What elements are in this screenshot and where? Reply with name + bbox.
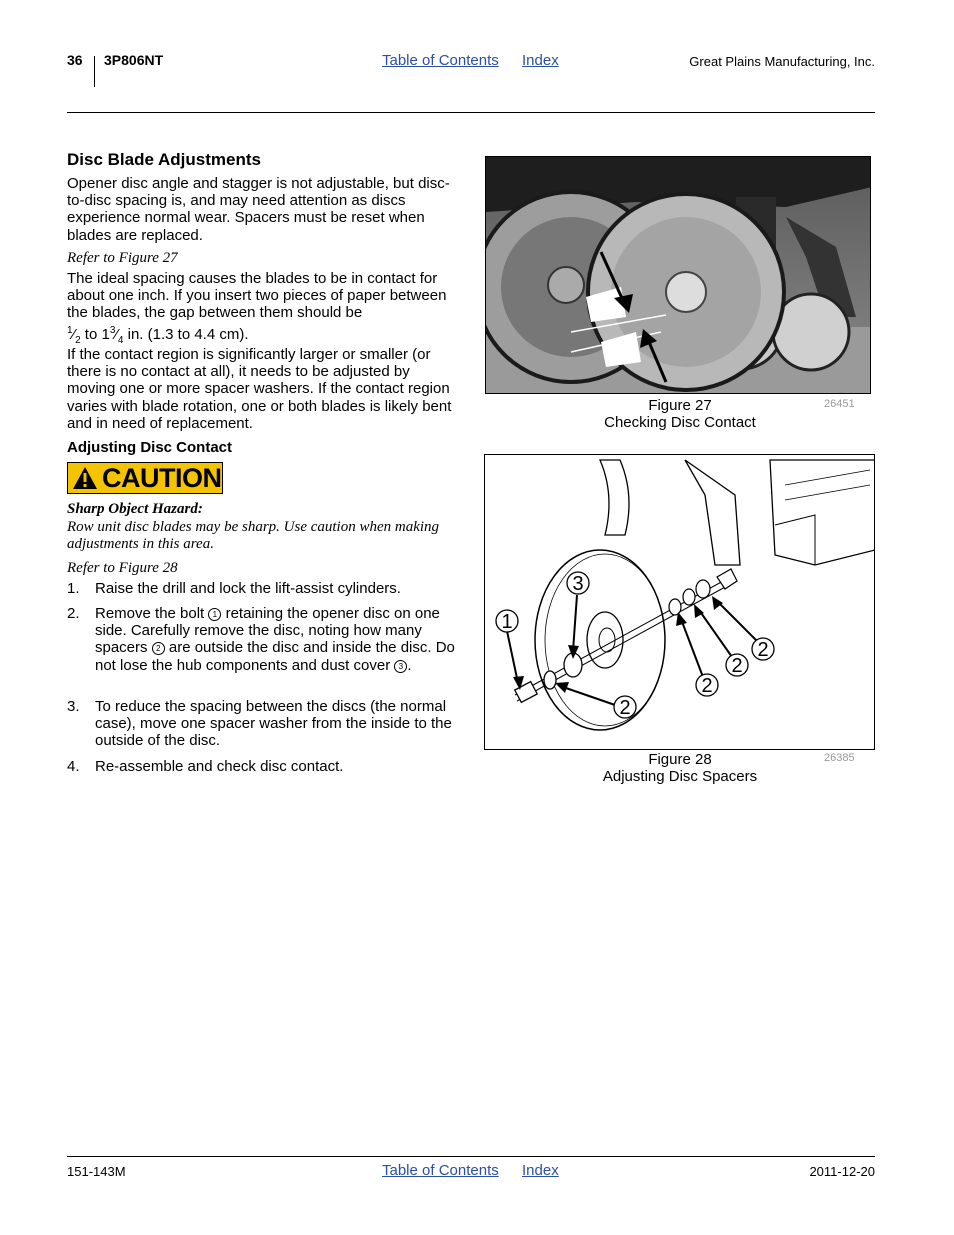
callout-2-inline: 2: [152, 642, 165, 655]
step-4: 4. Re-assemble and check disc contact.: [67, 758, 344, 775]
footer-rule: [67, 1156, 875, 1157]
callout-1-inline: 1: [208, 608, 221, 621]
caution-label: [67, 462, 223, 494]
header-toc-link[interactable]: Table of Contents: [382, 52, 499, 69]
doc-date: 2011-12-20: [809, 1164, 875, 1179]
contact-paragraph: If the contact region is significantly larger or smaller (or there is no contact at all), it needs to be adjusted by moving one or more spacer washers. If the contact region varies with blade rotation, one or both blades is likely bent and in need of replacement.: [67, 346, 452, 432]
callout-1: [496, 610, 518, 633]
header-index-link[interactable]: Index: [522, 52, 559, 69]
page-number: 36: [67, 52, 83, 68]
caution-word: CAUTION: [102, 463, 222, 493]
hazard-title: Sharp Object Hazard:: [67, 501, 203, 517]
figure-28-number: 26385: [824, 752, 855, 764]
callout-2-b: [696, 674, 718, 697]
footer-toc-link[interactable]: Table of Contents: [382, 1162, 499, 1179]
svg-text:1: 1: [501, 611, 513, 633]
svg-text:3: 3: [572, 573, 584, 595]
svg-text:2: 2: [701, 675, 713, 697]
figure-28-caption: Adjusting Disc Spacers: [602, 768, 758, 785]
doc-number: 151-143M: [67, 1164, 126, 1179]
step-1: 1. Raise the drill and lock the lift-assist cylinders.: [67, 580, 401, 597]
callout-2-a: [614, 696, 636, 719]
section-title: Disc Blade Adjustments: [67, 150, 261, 169]
step-2: 2. Remove the bolt 1 retaining the opener disc on one side. Carefully remove the disc, noting how many spacers 2 are outside the disc and inside the disc. Do not lose the hub components and dust cover 3 .: [67, 605, 455, 674]
svg-text:2: 2: [757, 639, 769, 661]
figure-28-label: Figure 28: [648, 751, 712, 768]
header-divider: [94, 56, 95, 87]
figure-28-drawing: [484, 454, 875, 750]
intro-paragraph: Opener disc angle and stagger is not adjustable, but disc-to-disc spacing is, and may need attention as discs experience normal wear. Spacers must be reset when blades are replaced.: [67, 175, 450, 244]
figure-27-number: 26451: [824, 398, 855, 410]
header-rule: [67, 112, 875, 113]
model-name: 3P806NT: [104, 52, 164, 68]
figure-27-label: Figure 27: [648, 397, 712, 414]
spacing-text: The ideal spacing causes the blades to be in contact for about one inch. If you insert two pieces of paper between the blades, the gap between them should be: [67, 270, 447, 322]
spacing-paragraph: The ideal spacing causes the blades to be in contact for about one inch. If you insert two pieces of paper between the blades, the gap between them should be $^1⁄_2$ to $1^3⁄_4$ in. (1.3 to 4.4 cm).: [67, 270, 447, 346]
callout-3-inline: 3: [394, 660, 407, 673]
figure-28-reference: Refer to Figure 28: [67, 560, 178, 576]
figure-27-reference: Refer to Figure 27: [67, 250, 178, 266]
callout-2-c: [726, 654, 748, 677]
figure-27-photo: [485, 156, 871, 394]
company-name: Great Plains Manufacturing, Inc.: [689, 54, 875, 69]
callout-2-d: [752, 638, 774, 661]
footer-index-link[interactable]: Index: [522, 1162, 559, 1179]
svg-text:2: 2: [619, 697, 631, 719]
warning-triangle-icon: [72, 466, 98, 490]
step-3: 3. To reduce the spacing between the discs (the normal case), move one spacer washer from the inside to the outside of the disc.: [67, 698, 452, 750]
figure-27-caption: Checking Disc Contact: [604, 414, 756, 431]
hazard-text: Row unit disc blades may be sharp. Use caution when making adjustments in this area.: [67, 519, 440, 553]
svg-text:2: 2: [731, 655, 743, 677]
subsection-title: Adjusting Disc Contact: [67, 439, 233, 456]
callout-3: [567, 572, 589, 595]
